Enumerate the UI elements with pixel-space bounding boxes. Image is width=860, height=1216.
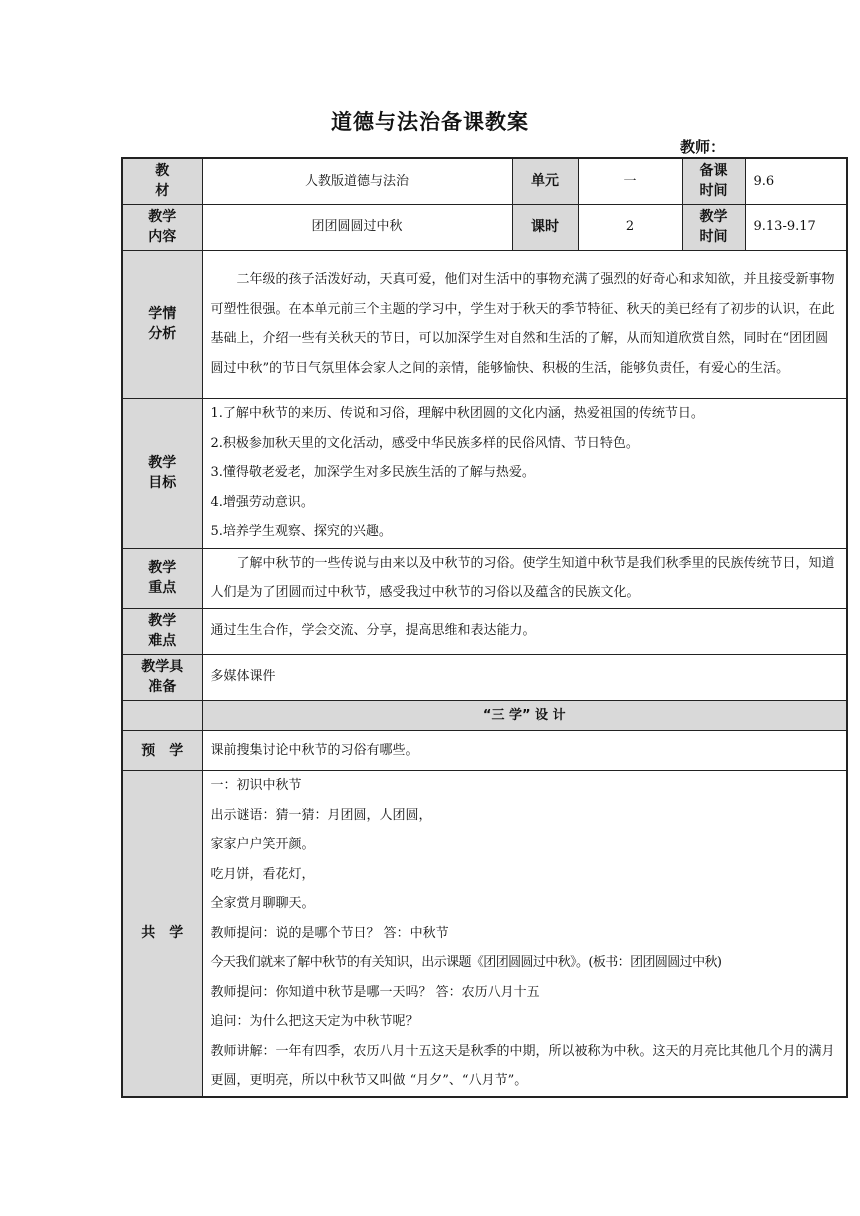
- costudy-line: 教师讲解：一年有四季，农历八月十五这天是秋季的中期，所以被称为中秋。这天的月亮比其他几个月的满月更圆，更明亮，所以中秋节又叫做 “月夕”、“八月节”。: [210, 1043, 835, 1088]
- analysis-text: 二年级的孩子活泼好动，天真可爱，他们对生活中的事物充满了强烈的好奇心和求知欲，并且接受新事物可塑性很强。在本单元前三个主题的学习中，学生对于秋天的季节特征、秋天的美已经有了初步的认识，在此基础上，介绍一些有关秋天的节日，可以加深学生对自然和生活的了解，从而知道欣赏自然，同时在“团团圆圆过中秋”的节日气氛里体会家人之间的亲情，能够愉快、积极的生活，能够负责任，有爱心的生活。: [202, 250, 847, 398]
- design-header-blank: [122, 700, 202, 731]
- row-textbook: [122, 158, 847, 204]
- textbook-value: 人教版道德与法治: [202, 158, 512, 204]
- teacher-label: 教师：: [680, 138, 726, 156]
- costudy-line: 出示谜语：猜一猜：月团圆，人团圆，: [210, 807, 432, 823]
- goal-item: 1.了解中秋节的来历、传说和习俗，理解中秋团圆的文化内涵，热爱祖国的传统节日。: [210, 406, 704, 422]
- row-tools: [122, 654, 847, 700]
- row-prestudy: [122, 731, 847, 771]
- goal-item: 4.增强劳动意识。: [210, 494, 314, 510]
- prestudy-label: 预 学: [122, 731, 202, 771]
- row-content: [122, 204, 847, 250]
- row-difficulty: [122, 608, 847, 654]
- prep-time-value: 9.6: [745, 158, 847, 204]
- design-header: “三 学” 设 计: [202, 700, 847, 731]
- row-costudy: [122, 771, 847, 1097]
- tools-label: 教学具 准备: [122, 654, 202, 700]
- costudy-line: 教师提问：你知道中秋节是哪一天吗？ 答：农历八月十五: [210, 984, 540, 1000]
- costudy-line: 今天我们就来了解中秋节的有关知识，出示课题《团团圆圆过中秋》。(板书：团团圆圆过中秋): [210, 955, 722, 970]
- goals-label: 教学 目标: [122, 398, 202, 548]
- row-analysis: [122, 250, 847, 398]
- costudy-line: 家家户户笑开颜。: [210, 837, 315, 852]
- content-label: 教学 内容: [122, 204, 202, 250]
- row-keypoints: [122, 548, 847, 608]
- costudy-line: 追问：为什么把这天定为中秋节呢？: [210, 1014, 419, 1029]
- row-design-header: [122, 700, 847, 731]
- period-label: 课时: [512, 204, 578, 250]
- prep-time-label: 备课 时间: [682, 158, 745, 204]
- difficulty-label: 教学 难点: [122, 608, 202, 654]
- tools-text: 多媒体课件: [202, 654, 847, 700]
- textbook-label: 教 材: [122, 158, 202, 204]
- costudy-line: 吃月饼，看花灯，: [210, 866, 315, 882]
- teach-time-value: 9.13-9.17: [745, 204, 847, 250]
- prestudy-text: 课前搜集讨论中秋节的习俗有哪些。: [202, 731, 847, 771]
- page-title: 道德与法治备课教案: [331, 110, 529, 134]
- costudy-line: 全家赏月聊聊天。: [210, 896, 315, 911]
- lesson-plan-table: [121, 157, 848, 1098]
- difficulty-text: 通过生生合作，学会交流、分享，提高思维和表达能力。: [202, 608, 847, 654]
- analysis-label: 学情 分析: [122, 250, 202, 398]
- keypoints-text: 了解中秋节的一些传说与由来以及中秋节的习俗。使学生知道中秋节是我们秋季里的民族传统节日，知道人们是为了团圆而过中秋节，感受我过中秋节的习俗以及蕴含的民族文化。: [202, 548, 847, 608]
- teach-time-label: 教学 时间: [682, 204, 745, 250]
- costudy-content: [202, 771, 847, 1097]
- goal-item: 5.培养学生观察、探究的兴趣。: [210, 524, 392, 540]
- goals-list: [202, 398, 847, 548]
- unit-value: 一: [578, 158, 682, 204]
- content-value: 团团圆圆过中秋: [202, 204, 512, 250]
- unit-label: 单元: [512, 158, 578, 204]
- costudy-line: 一：初识中秋节: [210, 778, 302, 793]
- goal-item: 2.积极参加秋天里的文化活动，感受中华民族多样的民俗风情、节日特色。: [210, 435, 639, 451]
- row-goals: [122, 398, 847, 548]
- period-value: 2: [578, 204, 682, 250]
- keypoints-label: 教学 重点: [122, 548, 202, 608]
- goal-item: 3.懂得敬老爱老，加深学生对多民族生活的了解与热爱。: [210, 465, 535, 481]
- costudy-label: 共 学: [122, 771, 202, 1097]
- costudy-line: 教师提问：说的是哪个节日？ 答：中秋节: [210, 925, 449, 941]
